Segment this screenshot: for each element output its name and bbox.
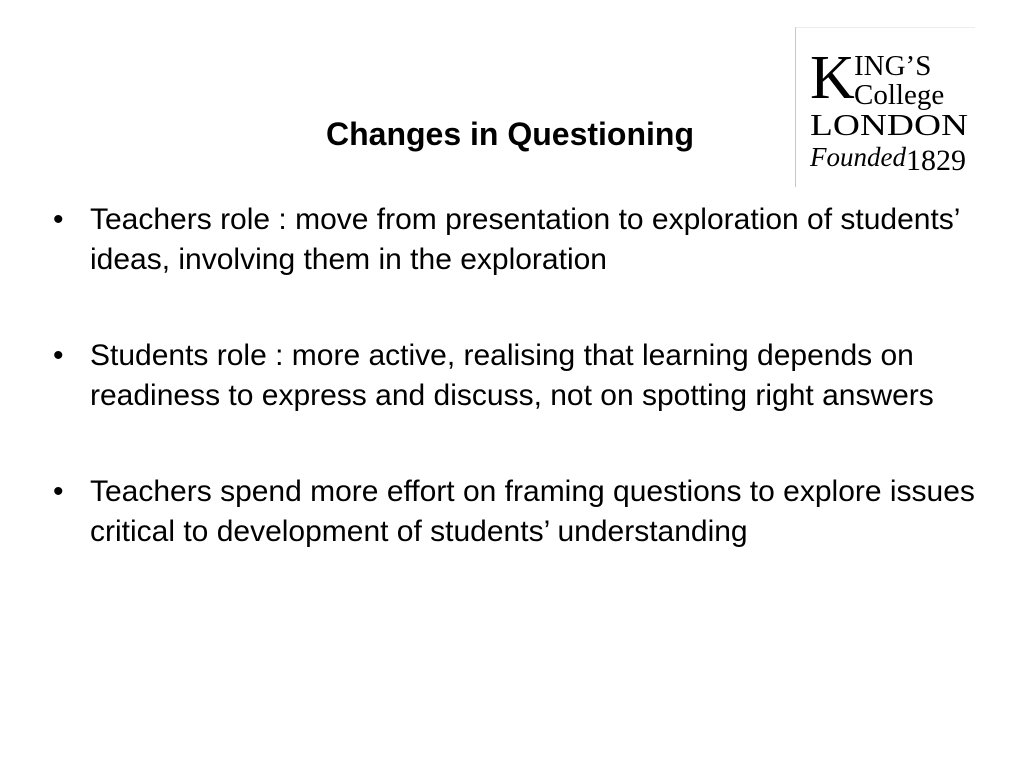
bullet-item xyxy=(50,472,980,552)
bullet-text: Teachers spend more effort on framing questions to explore issues critical to development of students’ understanding xyxy=(90,475,975,548)
logo-founded-text: Founded xyxy=(810,142,906,172)
slide-title: Changes in Questioning xyxy=(325,116,694,152)
bullet-item xyxy=(50,200,980,280)
bullet-list xyxy=(50,200,980,608)
bullet-text: Teachers role : move from presentation to exploration of students’ ideas, involving them in the exploration xyxy=(90,203,960,276)
logo-ings-text: ING’S xyxy=(854,50,932,82)
kings-college-london-logo xyxy=(795,27,975,187)
logo-london-text: LONDON xyxy=(810,107,968,142)
bullet-text: Students role : more active, realising that learning depends on readiness to express and discuss, not on spotting right answers xyxy=(90,339,934,412)
logo-college-text: College xyxy=(854,79,945,111)
bullet-marker: • xyxy=(53,203,64,236)
logo-initial-k: K xyxy=(810,44,855,112)
bullet-marker: • xyxy=(53,475,64,508)
logo-wordmark xyxy=(796,28,974,186)
logo-year-text: 1829 xyxy=(906,144,966,177)
bullet-marker: • xyxy=(53,339,64,372)
bullet-item xyxy=(50,336,980,416)
